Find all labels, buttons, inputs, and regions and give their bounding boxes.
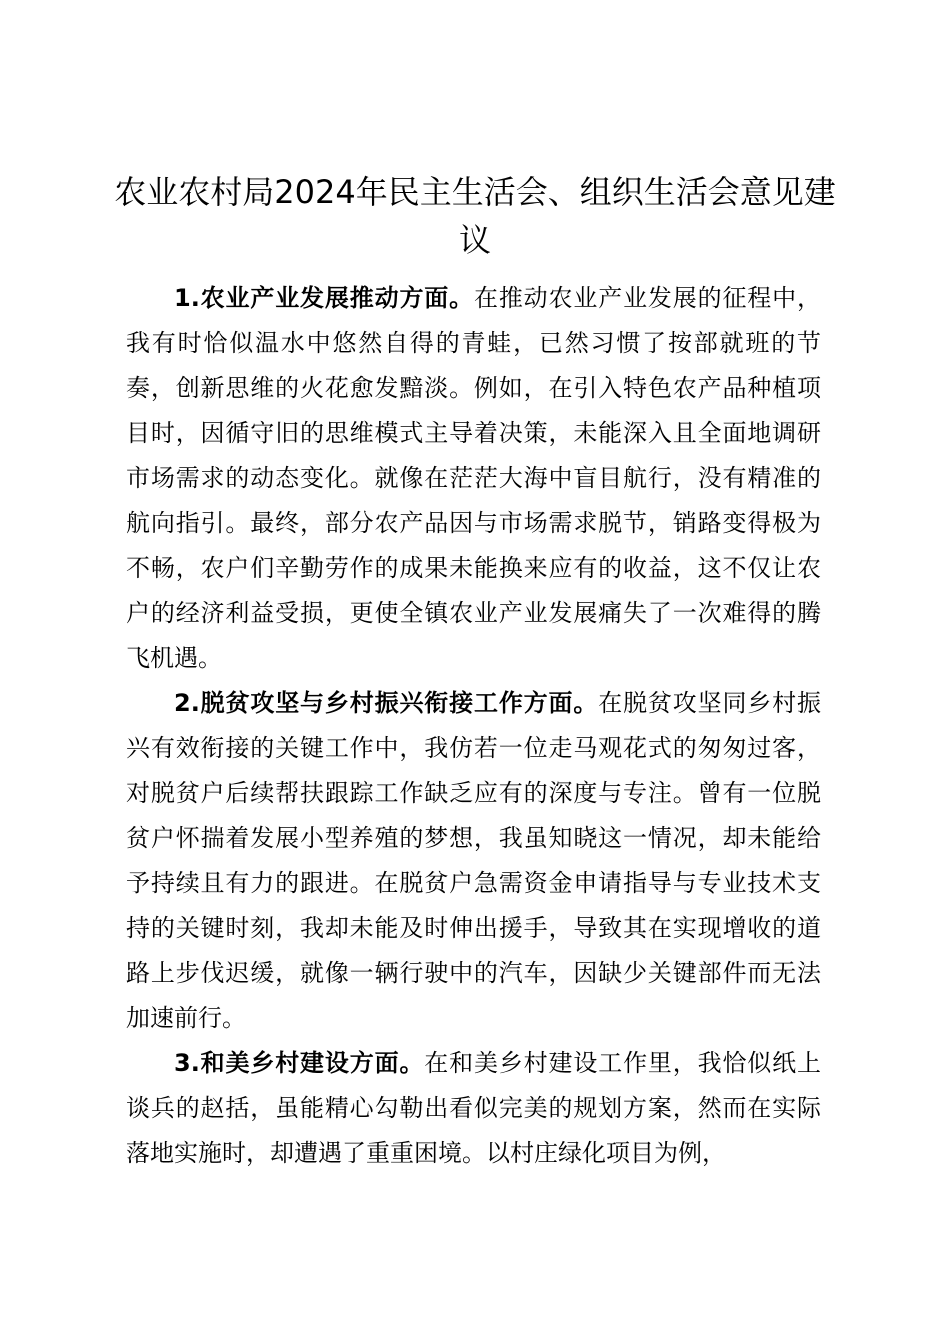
paragraph-1-heading: 1.农业产业发展推动方面。 [174, 284, 474, 312]
paragraph-2-heading: 2.脱贫攻坚与乡村振兴衔接工作方面。 [174, 689, 599, 717]
paragraph-2-text: 在脱贫攻坚同乡村振兴有效衔接的关键工作中，我仿若一位走马观花式的匆匆过客，对脱贫户后续帮扶跟踪工作缺乏应有的深度与专注。曾有一位脱贫户怀揣着发展小型养殖的梦想，我虽知晓这一情况，却未能给予持续且有力的跟进。在脱贫户急需资金申请指导与专业技术支持的关键时刻，我却未能及时伸出援手，导致其在实现增收的道路上步伐迟缓，就像一辆行驶中的汽车，因缺少关键部件而无法加速前行。 [126, 689, 821, 1032]
paragraph-2 [126, 681, 821, 1041]
paragraph-1-text: 在推动农业产业发展的征程中，我有时恰似温水中悠然自得的青蛙，已然习惯了按部就班的节奏，创新思维的火花愈发黯淡。例如，在引入特色农产品种植项目时，因循守旧的思维模式主导着决策，未能深入且全面地调研市场需求的动态变化。就像在茫茫大海中盲目航行，没有精准的航向指引。最终，部分农产品因与市场需求脱节，销路变得极为不畅，农户们辛勤劳作的成果未能换来应有的收益，这不仅让农户的经济利益受损，更使全镇农业产业发展痛失了一次难得的腾飞机遇。 [126, 284, 821, 672]
paragraph-1 [126, 276, 821, 681]
paragraph-3-heading: 3.和美乡村建设方面。 [174, 1049, 425, 1077]
document-title: 农业农村局2024年民主生活会、组织生活会意见建议 [114, 173, 836, 259]
paragraph-3-text: 在和美乡村建设工作里，我恰似纸上谈兵的赵括，虽能精心勾勒出看似完美的规划方案，然而在实际落地实施时，却遭遇了重重困境。以村庄绿化项目为例， [126, 1049, 821, 1167]
document-body [126, 276, 821, 1176]
paragraph-3 [126, 1041, 821, 1176]
